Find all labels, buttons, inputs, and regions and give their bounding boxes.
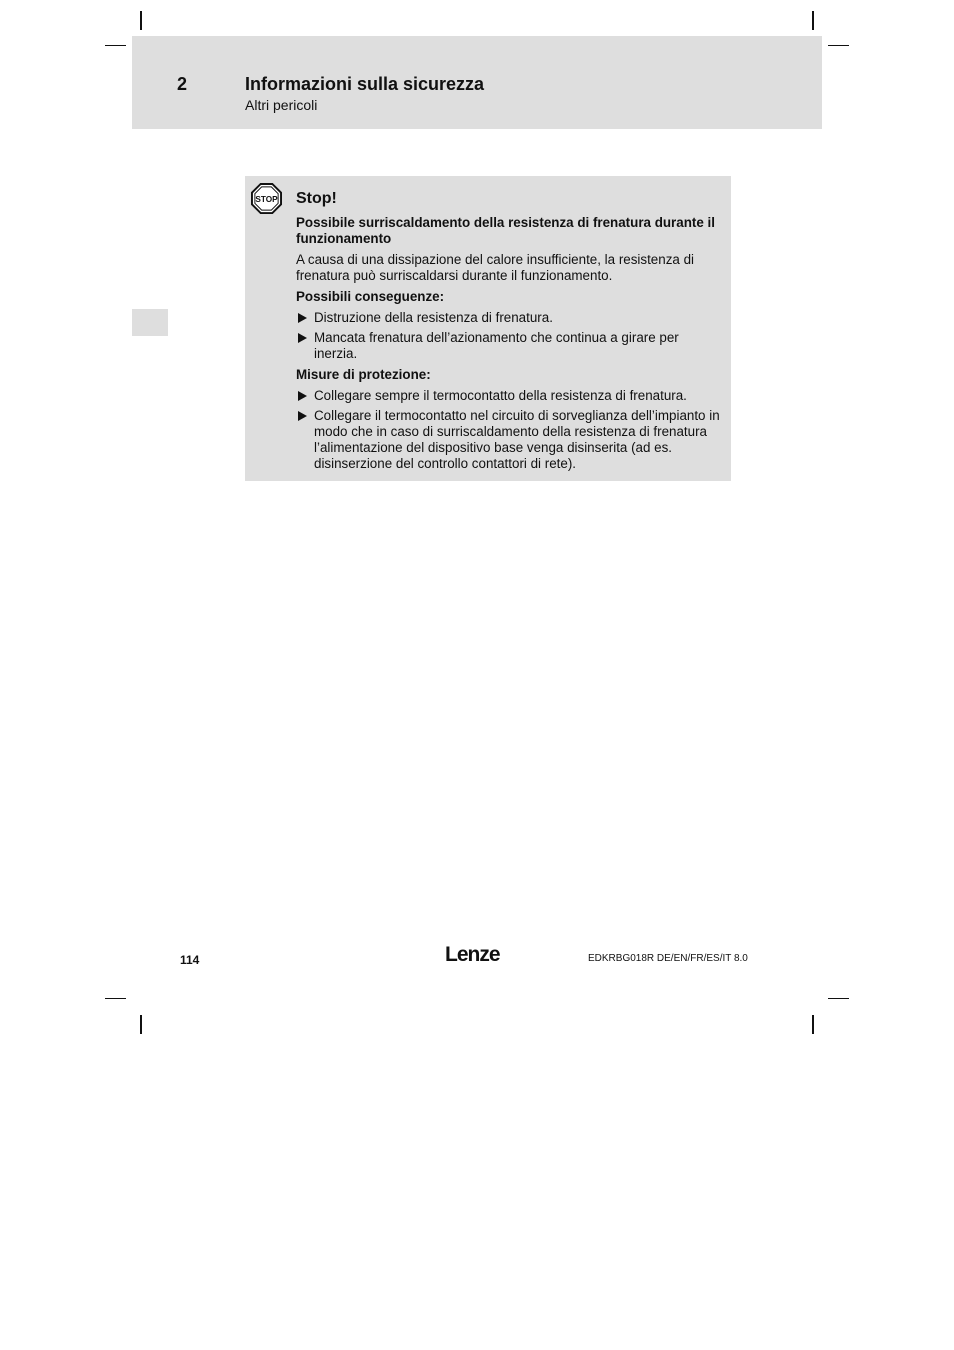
chapter-subtitle: Altri pericoli: [245, 97, 318, 113]
crop-mark-top-right-h: [828, 45, 849, 46]
arrow-bullet-icon: [298, 333, 307, 343]
list-item-text: Collegare il termocontatto nel circuito di sorveglianza dell’impianto in modo che in caso di surriscaldamento della resistenza di frenatura l’alimentazione del dispositivo base venga disinserita (ad es. disinserzione del controllo contattori di rete).: [314, 408, 720, 471]
arrow-bullet-icon: [298, 313, 307, 323]
stop-sign-icon: [251, 183, 282, 214]
list-item: [296, 388, 724, 404]
page-number: 114: [180, 953, 200, 967]
measures-list: [296, 388, 724, 472]
stop-notice: [245, 176, 731, 481]
chapter-title: Informazioni sulla sicurezza: [245, 74, 485, 94]
arrow-bullet-icon: [298, 391, 307, 401]
chapter-number: 2: [177, 74, 188, 94]
document-code: EDKRBG018R DE/EN/FR/ES/IT 8.0: [588, 953, 748, 964]
crop-mark-bottom-left-h: [105, 998, 126, 999]
crop-mark-bottom-left-v: [140, 1015, 142, 1034]
chapter-header: [132, 36, 822, 129]
side-tab-marker: [132, 309, 168, 336]
crop-mark-bottom-right-h: [828, 998, 849, 999]
list-item: [296, 408, 724, 472]
arrow-bullet-icon: [298, 411, 307, 421]
list-item: [296, 310, 724, 326]
list-item-text: Distruzione della resistenza di frenatura.: [314, 310, 553, 325]
crop-mark-top-left-h: [105, 45, 126, 46]
consequences-list: [296, 310, 724, 362]
crop-mark-top-right-v: [812, 11, 814, 30]
crop-mark-bottom-right-v: [812, 1015, 814, 1034]
notice-heading: Possibile surriscaldamento della resistenza di frenatura durante il funzionamento: [296, 215, 715, 246]
measures-label: Misure di protezione:: [296, 367, 431, 382]
list-item-text: Mancata frenatura dell’azionamento che continua a girare per inerzia.: [314, 330, 679, 361]
crop-mark-top-left-v: [140, 11, 142, 30]
stop-icon-text: STOP: [255, 194, 278, 204]
notice-description: A causa di una dissipazione del calore insufficiente, la resistenza di frenatura può surriscaldarsi durante il funzionamento.: [296, 252, 694, 283]
notice-title: Stop!: [296, 190, 337, 207]
list-item: [296, 330, 724, 362]
consequences-label: Possibili conseguenze:: [296, 289, 445, 304]
list-item-text: Collegare sempre il termocontatto della resistenza di frenatura.: [314, 388, 687, 403]
stop-notice-content: [296, 189, 724, 477]
lenze-logo: Lenze: [445, 943, 500, 966]
